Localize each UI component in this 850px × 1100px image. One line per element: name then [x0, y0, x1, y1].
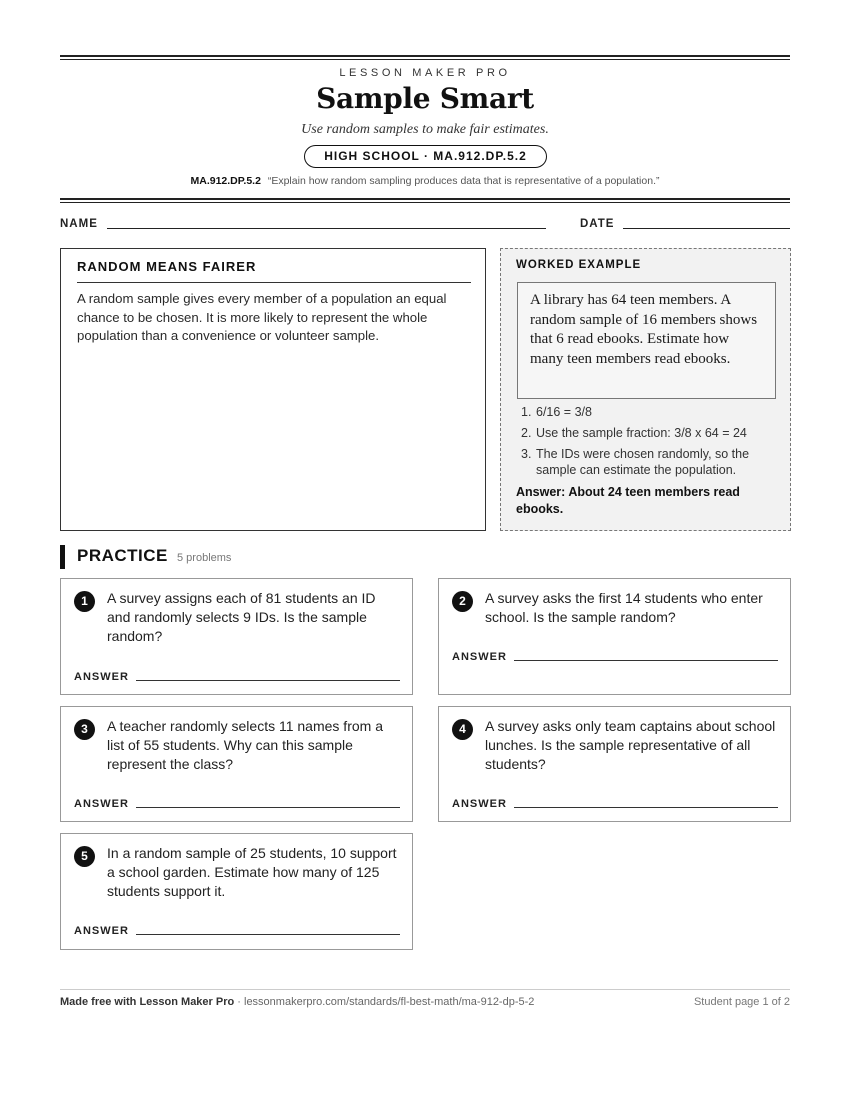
- standard-code: MA.912.DP.5.2: [190, 175, 261, 187]
- concept-title: RANDOM MEANS FAIRER: [77, 259, 257, 274]
- concept-box: [60, 248, 486, 531]
- worked-example-problem: A library has 64 teen members. A random sample of 16 members shows that 6 read ebooks. Estimate how many teen members read ebooks.: [517, 282, 776, 399]
- problem-number-badge: 2: [452, 591, 473, 612]
- practice-accent-bar: [60, 545, 65, 569]
- problem-card-3: [60, 706, 413, 822]
- worked-example-steps: [516, 404, 781, 483]
- answer-label: ANSWER: [74, 925, 129, 937]
- standard-text: “Explain how random sampling produces data that is representative of a population.”: [267, 175, 660, 187]
- date-label: DATE: [580, 218, 615, 230]
- worked-example-box: [500, 248, 791, 531]
- standard-statement: [0, 175, 850, 187]
- answer-label: ANSWER: [74, 671, 129, 683]
- answer-label: ANSWER: [452, 798, 507, 810]
- footer-divider: [60, 989, 790, 990]
- problem-text: A survey asks only team captains about school lunches. Is the sample representative of all students?: [485, 718, 776, 772]
- answer-field[interactable]: [136, 934, 400, 935]
- problem-text: A teacher randomly selects 11 names from a list of 55 students. Why can this sample represent the class?: [107, 718, 383, 772]
- worked-example-step: 3. The IDs were chosen randomly, so the sample can estimate the population.: [521, 447, 750, 477]
- answer-label: ANSWER: [452, 651, 507, 663]
- header-top-rule: [60, 55, 790, 60]
- problem-text: A survey assigns each of 81 students an ID and randomly selects 9 IDs. Is the sample random?: [107, 590, 376, 644]
- practice-title: PRACTICE: [77, 546, 168, 565]
- problem-card-4: [438, 706, 791, 822]
- problem-text: A survey asks the first 14 students who enter school. Is the sample random?: [485, 590, 763, 625]
- answer-field[interactable]: [136, 807, 400, 808]
- worked-example-step: 1. 6/16 = 3/8: [521, 405, 592, 419]
- page-title: Sample Smart: [316, 82, 534, 115]
- answer-field[interactable]: [136, 680, 400, 681]
- problem-card-1: [60, 578, 413, 695]
- problem-number-badge: 1: [74, 591, 95, 612]
- page-subtitle: Use random samples to make fair estimates.: [301, 122, 549, 137]
- answer-label: ANSWER: [74, 798, 129, 810]
- footer-url[interactable]: · lessonmakerpro.com/standards/fl-best-math/ma-912-dp-5-2: [234, 996, 535, 1008]
- concept-body: A random sample gives every member of a population an equal chance to be chosen. It is more likely to represent the whole population than a convenience or volunteer sample.: [77, 291, 447, 343]
- answer-field[interactable]: [514, 807, 778, 808]
- footer-page-number: Student page 1 of 2: [693, 996, 790, 1008]
- footer-made-with: Made free with Lesson Maker Pro: [60, 996, 235, 1008]
- grade-badge: HIGH SCHOOL · MA.912.DP.5.2: [304, 145, 547, 168]
- practice-count: 5 problems: [177, 552, 232, 564]
- answer-field[interactable]: [514, 660, 778, 661]
- problem-text: In a random sample of 25 students, 10 support a school garden. Estimate how many of 125 students support it.: [107, 845, 397, 899]
- problem-number-badge: 4: [452, 719, 473, 740]
- problem-card-2: [438, 578, 791, 695]
- problem-number-badge: 5: [74, 846, 95, 867]
- header-bottom-rule: [60, 198, 790, 203]
- worked-example-step: 2. Use the sample fraction: 3/8 x 64 = 24: [521, 426, 747, 440]
- footer-credit: [60, 996, 534, 1008]
- worked-example-title: WORKED EXAMPLE: [516, 259, 642, 271]
- name-field[interactable]: [107, 228, 546, 229]
- concept-divider: [77, 282, 471, 283]
- date-field[interactable]: [623, 228, 790, 229]
- brand-name: LESSON MAKER PRO: [339, 67, 511, 79]
- problem-number-badge: 3: [74, 719, 95, 740]
- problem-card-5: [60, 833, 413, 950]
- worked-example-answer: Answer: About 24 teen members read ebooks.: [516, 485, 740, 516]
- name-label: NAME: [60, 218, 98, 230]
